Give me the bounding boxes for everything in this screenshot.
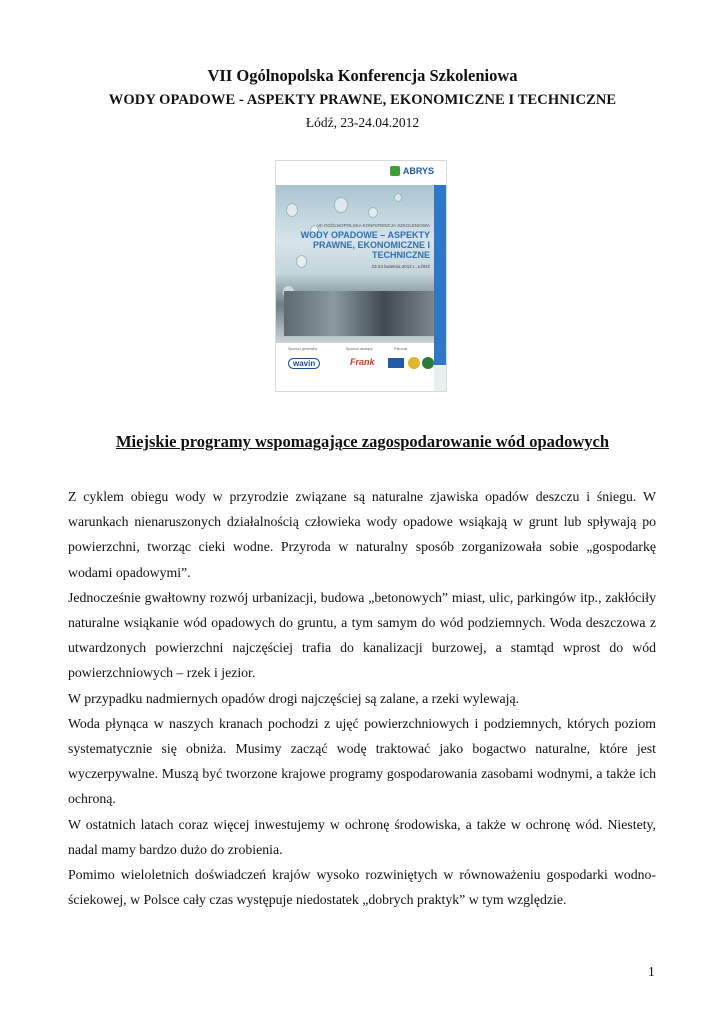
sponsor3-label: Patronat (394, 347, 408, 351)
cover-photo-strip (284, 291, 434, 336)
sponsor1-label: Sponsor generalny (288, 347, 318, 351)
cover-sponsors (276, 343, 434, 391)
page-number: 1 (648, 964, 655, 979)
abrys-logo-icon (390, 166, 400, 176)
document-header (0, 64, 725, 134)
conference-place-date: Łódź, 23-24.04.2012 (305, 115, 420, 130)
cover-brand: ABRYS (402, 166, 434, 176)
paragraph: W przypadku nadmiernych opadów drogi najczęściej są zalane, a rzeki wylewają. (68, 690, 520, 706)
patron-logo-icon (422, 357, 434, 369)
eu-flag-icon (388, 358, 404, 368)
paragraph: Woda płynąca w naszych kranach pochodzi z ujęć powierzchniowych i podziemnych, których poziom systematycznie się obniża. Musimy zacząć wodę traktować jako bogactwo naturalne, które jest wyczerpywalne. Muszą być tworzone krajowe programy gospodarowania zasobami wodnymi, a także ich ochroną. (68, 715, 656, 807)
cover-title-block (300, 223, 430, 269)
patron-seal-icon (408, 357, 420, 369)
conference-cover-image (275, 160, 447, 392)
cover-brand-bar (276, 161, 446, 185)
paragraph: Z cyklem obiegu wody w przyrodzie związane są naturalne zjawiska opadów deszczu i śniegu. W warunkach nienaruszonych działalnością człowieka wody opadowe wsiąkają w grunt lub spływają po powierzchni, tworząc cieki wodne. Przyroda w naturalny sposób zorganizowała sobie „gospodarkę wodami opadowymi”. (68, 489, 656, 580)
document-body (68, 484, 656, 912)
section-title: Miejskie programy wspomagające zagospodarowanie wód opadowych (115, 432, 609, 451)
paragraph: Pomimo wieloletnich doświadczeń krajów wysoko rozwiniętych w równoważeniu gospodarki wodno-ściekowej, w Polsce cały czas występuje niedostatek „dobrych praktyk” w tym względzie. (68, 867, 656, 908)
conference-subtitle: WODY OPADOWE - ASPEKTY PRAWNE, EKONOMICZNE I TECHNICZNE (108, 92, 617, 108)
cover-date: 23-24 kwietnia 2012 r., ŁÓDŹ (371, 264, 430, 269)
cover-side-strip (434, 185, 446, 365)
paragraph: Jednocześnie gwałtowny rozwój urbanizacji, budowa „betonowych” miast, ulic, parkingów itp., zakłóciły naturalne wsiąkanie wód opadowych do gruntu, a tym samym do wód podziemnych. Woda deszczowa z utwardzonych powierzchni najczęściej trafia do kanalizacji burzowej, a stamtąd wprost do wód powierzchniowych – rzek i jezior. (68, 589, 656, 681)
cover-subtitle: VII OGÓLNOPOLSKA KONFERENCJA SZKOLENIOWA (317, 223, 430, 228)
sponsor2-label: Sponsor wiodący (346, 347, 373, 351)
frank-logo: Frank (350, 357, 375, 367)
conference-title: VII Ogólnopolska Konferencja Szkoleniowa (207, 66, 518, 85)
paragraph: W ostatnich latach coraz więcej inwestujemy w ochronę środowiska, a także w ochronę wód. Niestety, nadal mamy bardzo dużo do zrobienia. (68, 816, 656, 857)
cover-title: WODY OPADOWE – ASPEKTY PRAWNE, EKONOMICZNE I TECHNICZNE (300, 230, 430, 260)
wavin-logo: wavin (288, 358, 320, 369)
